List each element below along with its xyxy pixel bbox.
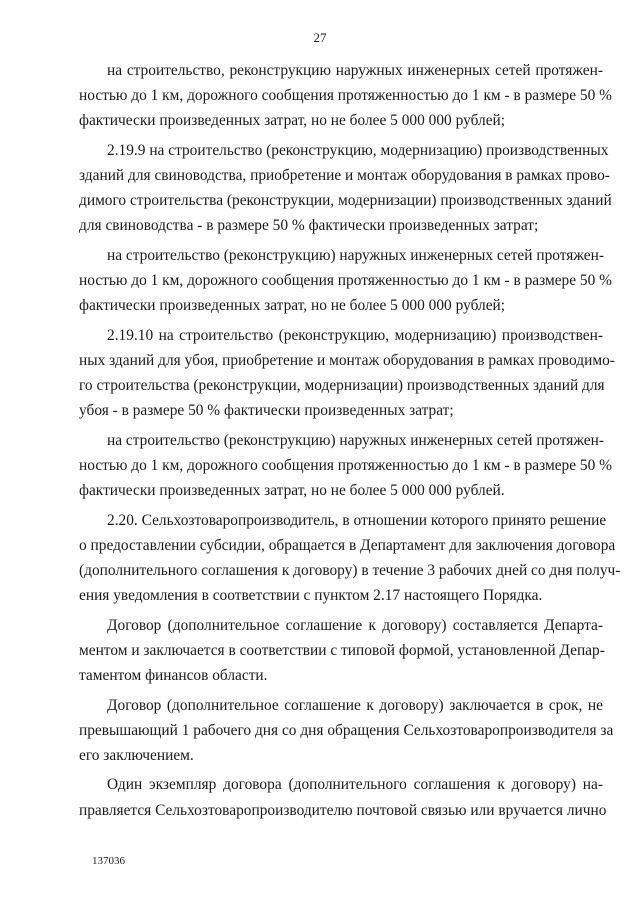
text-line: правляется Сельхозтоваропроизводителю почтовой связью или вручается лично xyxy=(79,801,607,819)
text-line: о предоставлении субсидии, обращается в Департамент для заключения договора xyxy=(79,536,616,554)
text-line: ных зданий для убоя, приобретение и монтаж оборудования в рамках проводимо- xyxy=(79,351,615,369)
paragraph xyxy=(79,428,612,504)
text-line: на строительство, реконструкцию наружных инженерных сетей протяжен- xyxy=(107,62,603,79)
text-line: таментом финансов области. xyxy=(79,667,268,685)
text-line: 2.19.10 на строительство (реконструкцию, модернизацию) производствен- xyxy=(107,326,603,344)
document-code: 137036 xyxy=(92,855,125,867)
text-line: превышающий 1 рабочего дня со дня обращения Сельхозтоваропроизводителя за xyxy=(79,721,614,739)
text-line: (дополнительного соглашения к договору) в течение 3 рабочих дней со дня получ- xyxy=(79,562,621,580)
text-line: зданий для свиноводства, приобретение и монтаж оборудования в рамках прово- xyxy=(79,167,610,185)
page-number: 27 xyxy=(313,30,327,45)
document-body xyxy=(79,58,621,827)
text-line: его заключением. xyxy=(79,746,194,764)
text-line: на строительство (реконструкцию) наружных инженерных сетей протяжен- xyxy=(107,246,605,264)
text-line: для свиноводства - в размере 50 % фактически произведенных затрат; xyxy=(79,217,539,235)
text-line: ностью до 1 км, дорожного сообщения протяженностью до 1 км - в размере 50 % xyxy=(79,272,612,290)
text-line: ментом и заключается в соответствии с типовой формой, установленной Депар- xyxy=(79,641,605,659)
paragraph xyxy=(79,613,603,689)
paragraph xyxy=(79,138,612,239)
paragraph xyxy=(79,58,612,134)
paragraph xyxy=(79,772,607,822)
text-line: Один экземпляр договора (дополнительного соглашения к договору) на- xyxy=(107,776,603,794)
paragraph xyxy=(79,243,612,319)
text-line: ения уведомления в соответствии с пунктом 2.17 настоящего Порядка. xyxy=(79,587,543,605)
text-line: 2.19.9 на строительство (реконструкцию, модернизацию) производственных xyxy=(107,141,609,159)
text-line: убоя - в размере 50 % фактически произведенных затрат; xyxy=(79,402,454,420)
text-line: ностью до 1 км, дорожного сообщения протяженностью до 1 км - в размере 50 % xyxy=(79,87,612,105)
text-line: фактически произведенных затрат, но не более 5 000 000 рублей; xyxy=(79,112,506,130)
text-line: фактически произведенных затрат, но не более 5 000 000 рублей. xyxy=(79,482,505,500)
paragraph xyxy=(79,508,621,609)
text-line: фактически произведенных затрат, но не более 5 000 000 рублей; xyxy=(79,297,506,315)
text-line: го строительства (реконструкции, модернизации) производственных зданий для xyxy=(79,377,605,395)
text-line: Договор (дополнительное соглашение к договору) заключается в срок, не xyxy=(107,696,603,714)
text-line: на строительство (реконструкцию) наружных инженерных сетей протяжен- xyxy=(107,431,605,449)
text-line: ностью до 1 км, дорожного сообщения протяженностью до 1 км - в размере 50 % xyxy=(79,457,612,474)
paragraph xyxy=(79,693,614,769)
text-line: Договор (дополнительное соглашение к договору) составляется Департа- xyxy=(107,616,603,634)
paragraph xyxy=(79,323,615,424)
text-line: димого строительства (реконструкции, модернизации) производственных зданий xyxy=(79,192,612,210)
text-line: 2.20. Сельхозтоваропроизводитель, в отношении которого принято решение xyxy=(107,511,607,529)
